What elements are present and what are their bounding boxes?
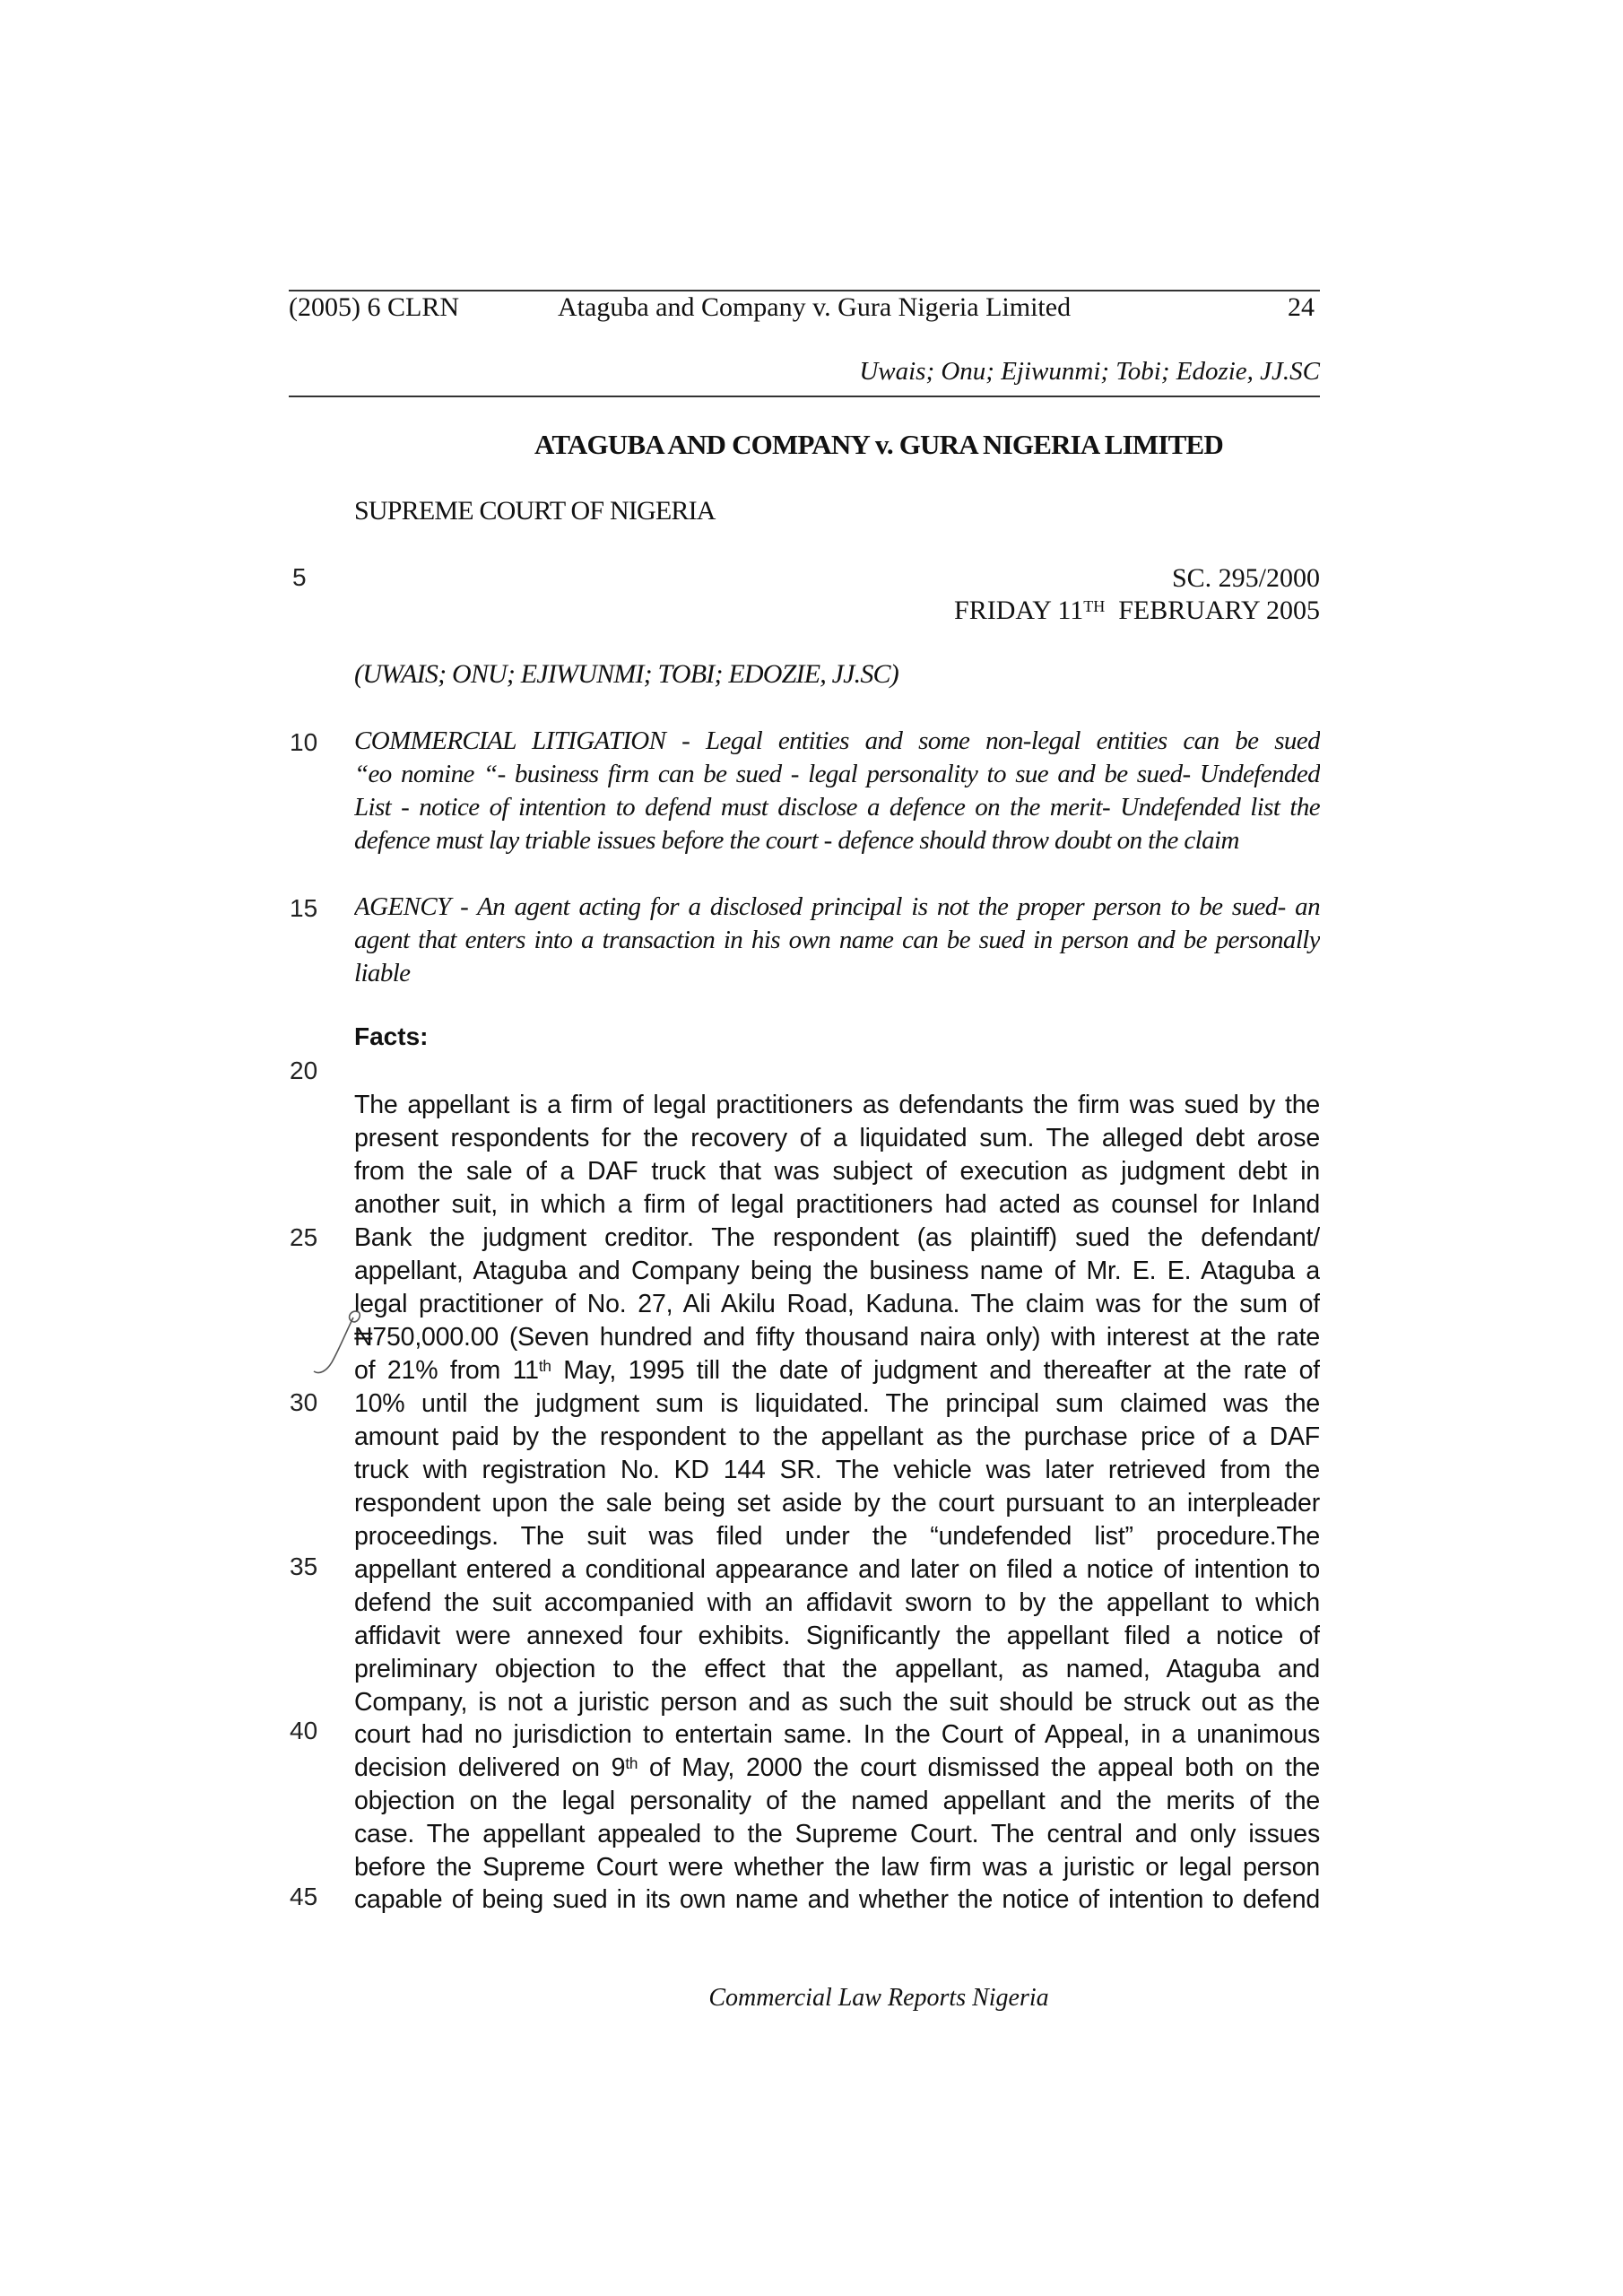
- suit-number: SC. 295/2000: [1171, 563, 1320, 593]
- court-name: SUPREME COURT OF NIGERIA: [354, 496, 716, 526]
- facts-line: case. The appellant appealed to the Supreme Court. The central and only issues: [354, 1820, 1320, 1848]
- facts-line: preliminary objection to the effect that the appellant, as named, Ataguba and: [354, 1655, 1320, 1683]
- header-citation: (2005) 6 CLRN: [289, 292, 459, 322]
- facts-line-part: of May, 2000 the court dismissed the appeal both on the: [638, 1753, 1320, 1782]
- facts-line: before the Supreme Court were whether the law firm was a juristic or legal person: [354, 1853, 1320, 1882]
- header-justices: Uwais; Onu; Ejiwunmi; Tobi; Edozie, JJ.SC: [859, 357, 1320, 386]
- facts-line: defend the suit accompanied with an affidavit sworn to by the appellant to which: [354, 1588, 1320, 1617]
- catchword-text: - An agent acting for a disclosed principal is not the proper person to be sued- an: [450, 892, 1320, 921]
- header-top-rule: [289, 290, 1320, 291]
- judgment-date-month-year: FEBRUARY 2005: [1105, 596, 1320, 625]
- catchword-agency-line: [354, 892, 1320, 922]
- facts-heading: Facts:: [354, 1022, 429, 1050]
- catchword-commercial-litigation-line: [354, 726, 1320, 756]
- facts-line-part: May, 1995 till the date of judgment and thereafter at the rate of: [551, 1356, 1320, 1385]
- facts-line-part: of 21% from 11: [354, 1356, 539, 1385]
- catchword-text: “eo nomine “- business firm can be sued - legal personality to sue and be sued- Undefended: [354, 760, 1320, 788]
- line-number: 10: [290, 728, 318, 756]
- header-page-number: 24: [1288, 292, 1315, 322]
- header-case-short: Ataguba and Company v. Gura Nigeria Limited: [558, 292, 1072, 322]
- header-bottom-rule: [289, 396, 1320, 397]
- facts-line: respondent upon the sale being set aside by the court pursuant to an interpleader: [354, 1489, 1320, 1518]
- facts-line: 10% until the judgment sum is liquidated. The principal sum claimed was the: [354, 1389, 1320, 1418]
- catchword-heading-agency: AGENCY: [354, 892, 451, 921]
- facts-line: truck with registration No. KD 144 SR. The vehicle was later retrieved from the: [354, 1456, 1320, 1484]
- facts-line: The appellant is a firm of legal practitioners as defendants the firm was sued by the: [354, 1091, 1320, 1119]
- facts-line: affidavit were annexed four exhibits. Significantly the appellant filed a notice of: [354, 1622, 1320, 1650]
- line-number: 20: [290, 1057, 318, 1084]
- coram: (UWAIS; ONU; EJIWUNMI; TOBI; EDOZIE, JJ.SC): [354, 659, 898, 689]
- facts-line: proceedings. The suit was filed under the “undefended list” procedure.The: [354, 1522, 1320, 1551]
- handwritten-mark-icon: [312, 1305, 375, 1386]
- catchword-text: agent that enters into a transaction in his own name can be sued in person and be personally: [354, 926, 1320, 954]
- catchword-text: - Legal entities and some non-legal entities can be sued: [665, 726, 1320, 755]
- line-number: 45: [290, 1883, 318, 1910]
- facts-line: appellant, Ataguba and Company being the business name of Mr. E. E. Ataguba a: [354, 1257, 1320, 1285]
- facts-line: objection on the legal personality of the named appellant and the merits of the: [354, 1787, 1320, 1815]
- facts-line: [354, 1753, 1320, 1783]
- judgment-date-day: FRIDAY 11: [954, 596, 1084, 625]
- judgment-date: [954, 596, 1320, 626]
- facts-line-part: decision delivered on 9: [354, 1753, 626, 1782]
- facts-line: capable of being sued in its own name and whether the notice of intention to defend: [354, 1885, 1320, 1914]
- facts-line: ₦750,000.00 (Seven hundred and fifty thousand naira only) with interest at the rate: [354, 1323, 1320, 1352]
- facts-line: court had no jurisdiction to entertain same. In the Court of Appeal, in a unanimous: [354, 1720, 1320, 1749]
- facts-line: another suit, in which a firm of legal practitioners had acted as counsel for Inland: [354, 1190, 1320, 1219]
- footer-publication: Commercial Law Reports Nigeria: [708, 1984, 1049, 2012]
- line-number: 5: [292, 563, 307, 591]
- facts-line: legal practitioner of No. 27, Ali Akilu Road, Kaduna. The claim was for the sum of: [354, 1290, 1320, 1318]
- facts-line: present respondents for the recovery of a liquidated sum. The alleged debt arose: [354, 1124, 1320, 1152]
- catchword-heading-commercial-litigation: COMMERCIAL LITIGATION: [354, 726, 666, 755]
- facts-line: Company, is not a juristic person and as such the suit should be struck out as the: [354, 1688, 1320, 1717]
- facts-line: amount paid by the respondent to the appellant as the purchase price of a DAF: [354, 1422, 1320, 1451]
- facts-line: Bank the judgment creditor. The respondent (as plaintiff) sued the defendant/: [354, 1223, 1320, 1252]
- catchword-text: liable: [354, 959, 411, 987]
- case-title: ATAGUBA AND COMPANY v. GURA NIGERIA LIMITED: [534, 429, 1223, 460]
- judgment-date-sup: TH: [1083, 596, 1106, 615]
- catchword-text: List - notice of intention to defend must disclose a defence on the merit- Undefended list the: [354, 793, 1320, 822]
- facts-line: appellant entered a conditional appearance and later on filed a notice of intention to: [354, 1555, 1320, 1584]
- line-number: 30: [290, 1388, 318, 1416]
- facts-line: [354, 1356, 1320, 1386]
- line-number: 25: [290, 1223, 318, 1251]
- line-number: 15: [290, 894, 318, 922]
- facts-ordinal-sup: th: [538, 1358, 551, 1376]
- line-number: 40: [290, 1717, 318, 1744]
- line-number: 35: [290, 1552, 318, 1580]
- catchword-text: defence must lay triable issues before the court - defence should throw doubt on the claim: [354, 826, 1239, 855]
- facts-line: from the sale of a DAF truck that was subject of execution as judgment debt in: [354, 1157, 1320, 1186]
- facts-ordinal-sup: th: [625, 1755, 638, 1773]
